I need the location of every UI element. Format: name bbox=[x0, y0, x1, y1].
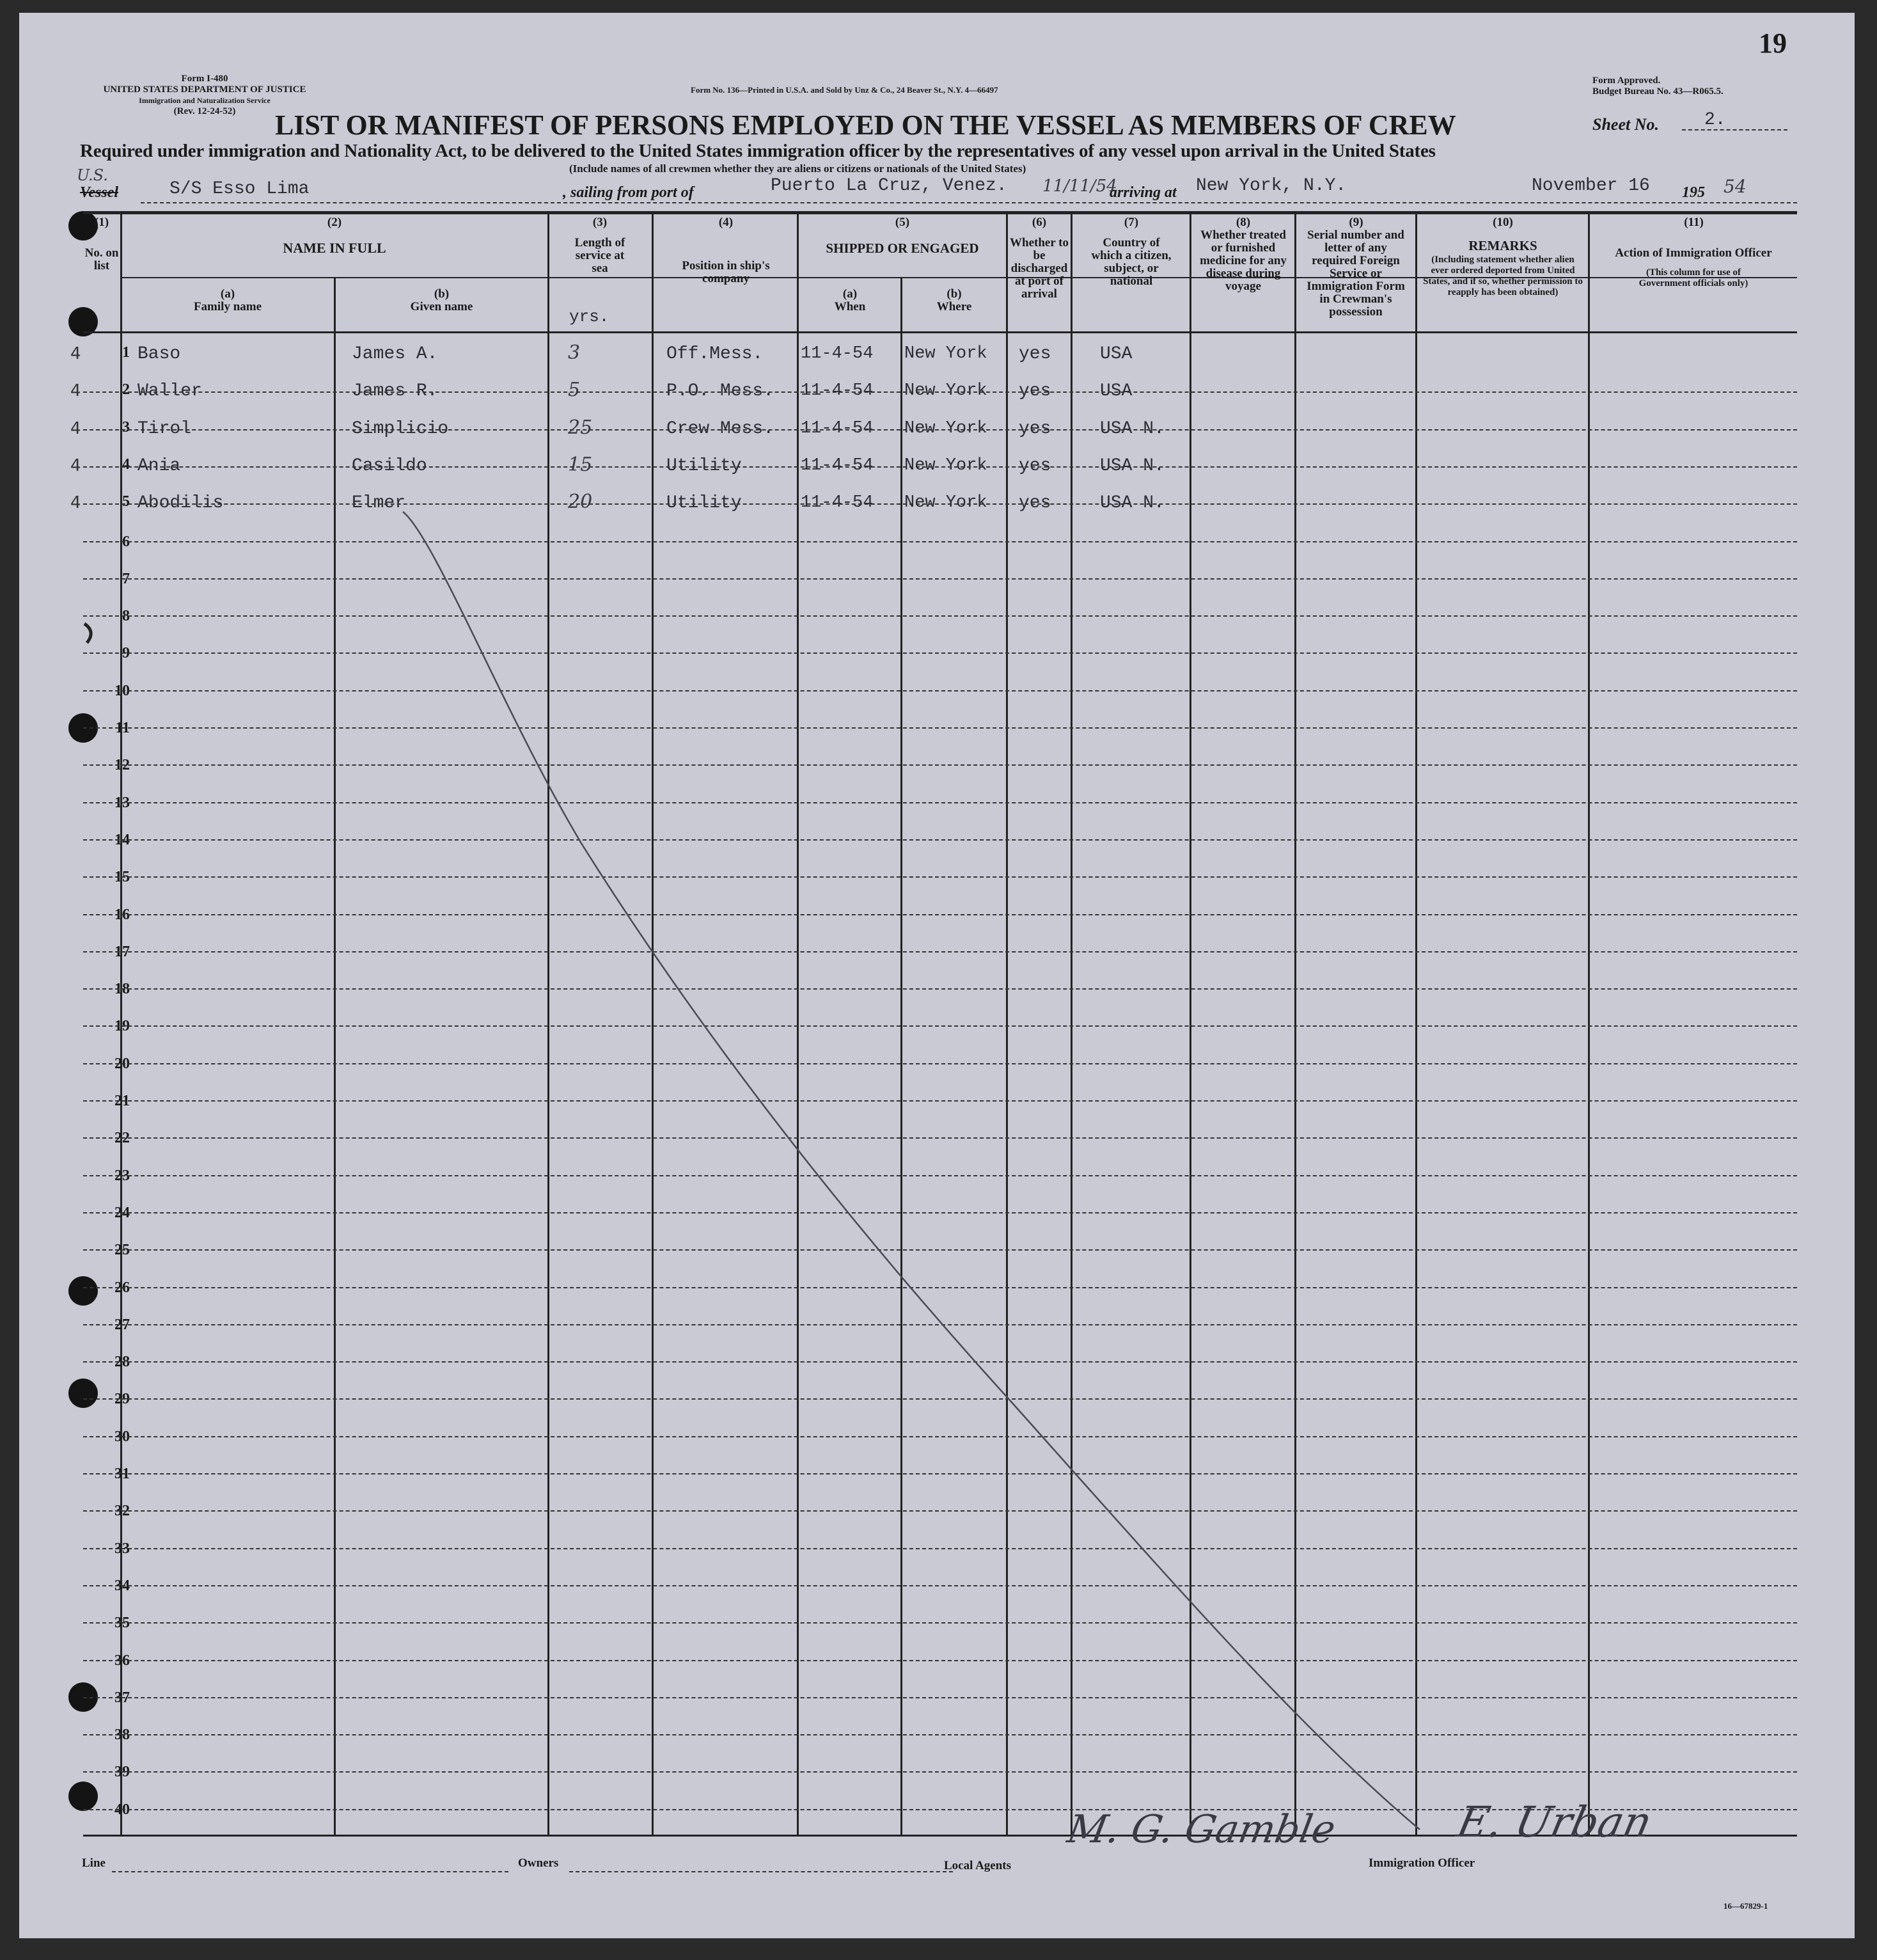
manifest-sheet bbox=[19, 13, 1855, 1938]
row-number: 10 bbox=[114, 682, 130, 699]
col-4-label: Position in ship's company bbox=[682, 259, 770, 285]
col-2a-label: Family name bbox=[193, 300, 262, 313]
arrival-date: November 16 bbox=[1532, 176, 1650, 196]
col-2b-number: (b) bbox=[434, 287, 450, 301]
years-at-sea: 3 bbox=[568, 342, 581, 364]
citizenship: USA N. bbox=[1100, 418, 1165, 439]
ship-position: Utility bbox=[666, 455, 742, 476]
row-number: 20 bbox=[114, 1055, 130, 1072]
shipped-where: New York bbox=[904, 493, 987, 513]
shipped-when: 11-4-54 bbox=[801, 418, 874, 438]
col-4-number: (4) bbox=[718, 216, 734, 229]
col-5b-number: (b) bbox=[946, 287, 962, 301]
cancellation-line bbox=[19, 13, 1855, 1938]
shipped-where: New York bbox=[904, 381, 987, 401]
col-2-label: NAME IN FULL bbox=[283, 240, 386, 256]
row-number: 17 bbox=[114, 943, 130, 960]
shipped-where: New York bbox=[904, 418, 987, 438]
row-number: 35 bbox=[114, 1615, 130, 1632]
vessel-prefix: U.S. bbox=[77, 166, 108, 184]
col-6-label: Whether to be discharged at port of arrival bbox=[1010, 236, 1069, 301]
owners-field bbox=[569, 1871, 953, 1872]
row-number: 8 bbox=[122, 608, 130, 625]
ship-position: P.O. Mess. bbox=[666, 381, 774, 402]
subtitle-note: (Include names of all crewmen whether they are aliens or citizens or nationals of the United States) bbox=[569, 162, 1026, 175]
row-number: 28 bbox=[114, 1354, 130, 1371]
given-name: Casildo bbox=[352, 455, 427, 476]
service-name: Immigration and Naturalization Service bbox=[139, 96, 271, 105]
given-name: Elmer bbox=[352, 493, 406, 514]
row-number: 29 bbox=[114, 1391, 130, 1408]
row-number: 15 bbox=[114, 869, 130, 886]
col-7-number: (7) bbox=[1124, 216, 1139, 229]
row-number: 23 bbox=[114, 1167, 130, 1184]
family-name: Baso bbox=[137, 344, 181, 364]
row-number: 6 bbox=[122, 533, 130, 550]
col-5a-label: When bbox=[834, 300, 866, 313]
revision-date: (Rev. 12-24-52) bbox=[173, 106, 236, 116]
family-name: Waller bbox=[137, 381, 202, 402]
col-3-number: (3) bbox=[592, 216, 608, 229]
col-5-number: (5) bbox=[895, 216, 910, 229]
row-number: 14 bbox=[114, 831, 130, 848]
row-number: 32 bbox=[114, 1503, 130, 1520]
given-name: James R. bbox=[352, 381, 438, 402]
shipped-when: 11-4-54 bbox=[801, 381, 874, 401]
form-number: Form I-480 bbox=[181, 74, 228, 84]
citizenship: USA bbox=[1100, 344, 1133, 364]
citizenship: USA N. bbox=[1100, 493, 1165, 514]
vessel-label: Vessel bbox=[80, 184, 118, 201]
ship-position: Utility bbox=[666, 493, 742, 514]
year-prefix: 195 bbox=[1682, 184, 1705, 201]
family-name: Abodilis bbox=[137, 493, 224, 514]
row-number: 36 bbox=[114, 1652, 130, 1669]
row-number: 22 bbox=[114, 1130, 130, 1147]
shipped-when: 11-4-54 bbox=[801, 344, 874, 363]
row-number: 1 bbox=[122, 344, 130, 361]
col-10-label: REMARKS bbox=[1468, 238, 1537, 253]
local-agents-label: Local Agents bbox=[944, 1859, 1012, 1872]
discharged: yes bbox=[1019, 493, 1051, 514]
immigration-officer-label: Immigration Officer bbox=[1369, 1856, 1475, 1870]
row-number: 27 bbox=[114, 1316, 130, 1333]
given-name: Simplicio bbox=[352, 418, 449, 439]
row-number: 19 bbox=[114, 1018, 130, 1035]
agent-signature: M. G. Gamble bbox=[1064, 1807, 1339, 1852]
col-3-unit: yrs. bbox=[569, 307, 609, 326]
col-5b-label: Where bbox=[936, 300, 972, 313]
row-number: 12 bbox=[114, 757, 130, 774]
row-number: 13 bbox=[114, 794, 130, 811]
family-name: Ania bbox=[137, 455, 181, 476]
row-number: 9 bbox=[122, 645, 130, 662]
shipped-where: New York bbox=[904, 344, 987, 363]
departure-date: 11/11/54 bbox=[1042, 177, 1117, 196]
arrival-year: 54 bbox=[1724, 176, 1747, 197]
row-mark: 4 bbox=[70, 344, 81, 363]
col-8-number: (8) bbox=[1236, 216, 1251, 229]
col-2-number: (2) bbox=[327, 216, 342, 229]
row-number: 16 bbox=[114, 906, 130, 923]
col-5-label: SHIPPED OR ENGAGED bbox=[826, 241, 979, 256]
row-number: 21 bbox=[114, 1093, 130, 1109]
years-at-sea: 15 bbox=[568, 453, 593, 476]
sheet-label: Sheet No. bbox=[1592, 115, 1659, 134]
line-field bbox=[112, 1871, 508, 1872]
row-number: 18 bbox=[114, 981, 130, 998]
row-number: 30 bbox=[114, 1428, 130, 1445]
form-code: 16—67829-1 bbox=[1724, 1901, 1768, 1911]
page-title: LIST OR MANIFEST OF PERSONS EMPLOYED ON THE VESSEL AS MEMBERS OF CREW bbox=[275, 109, 1456, 141]
col-1-label: No. on list bbox=[84, 246, 119, 273]
row-number: 25 bbox=[114, 1242, 130, 1259]
ship-position: Off.Mess. bbox=[666, 344, 764, 364]
row-number: 3 bbox=[122, 418, 130, 436]
officer-signature: E. Urban bbox=[1452, 1798, 1656, 1847]
row-number: 39 bbox=[114, 1764, 130, 1781]
row-number: 38 bbox=[114, 1727, 130, 1744]
discharged: yes bbox=[1019, 455, 1051, 476]
col-6-number: (6) bbox=[1032, 216, 1047, 229]
col-11-note: (This column for use of Government officials only) bbox=[1638, 267, 1748, 288]
given-name: James A. bbox=[352, 344, 438, 364]
discharged: yes bbox=[1019, 381, 1051, 402]
sheet-number: 2. bbox=[1704, 110, 1726, 130]
row-number: 26 bbox=[114, 1279, 130, 1296]
row-mark: 4 bbox=[70, 381, 81, 401]
shipped-when: 11-4-54 bbox=[801, 455, 874, 475]
row-number: 11 bbox=[115, 720, 130, 736]
row-mark: 4 bbox=[70, 455, 81, 475]
row-number: 5 bbox=[122, 493, 130, 510]
col-9-label: Serial number and letter of any required Foreign Service or Immigration Form in Crewman's possession bbox=[1307, 228, 1405, 319]
shipped-where: New York bbox=[904, 455, 987, 475]
col-2b-label: Given name bbox=[410, 300, 473, 313]
arrival-port: New York, N.Y. bbox=[1196, 176, 1347, 196]
row-number: 31 bbox=[114, 1466, 130, 1482]
row-number: 7 bbox=[122, 570, 130, 587]
years-at-sea: 25 bbox=[568, 416, 593, 439]
page-subtitle: Required under immigration and Nationality Act, to be delivered to the United States immigration officer by the representatives of any vessel upon arrival in the United States bbox=[80, 141, 1436, 161]
discharged: yes bbox=[1019, 418, 1051, 439]
vessel-name: S/S Esso Lima bbox=[169, 179, 310, 199]
arriving-label: arriving at bbox=[1110, 184, 1177, 201]
col-2a-number: (a) bbox=[220, 287, 235, 301]
department-name: UNITED STATES DEPARTMENT OF JUSTICE bbox=[103, 84, 306, 95]
row-mark: 4 bbox=[70, 418, 81, 438]
line-label: Line bbox=[82, 1856, 106, 1870]
row-number: 24 bbox=[114, 1204, 130, 1221]
col-8-label: Whether treated or furnished medicine for any disease during voyage bbox=[1200, 228, 1287, 293]
col-10-number: (10) bbox=[1493, 216, 1513, 229]
col-3-label: Length of service at sea bbox=[574, 236, 625, 275]
citizenship: USA bbox=[1100, 381, 1133, 402]
row-mark: 4 bbox=[70, 493, 81, 513]
page-number: 19 bbox=[1759, 28, 1787, 59]
years-at-sea: 5 bbox=[568, 379, 581, 402]
col-11-number: (11) bbox=[1684, 216, 1704, 229]
col-9-number: (9) bbox=[1349, 216, 1363, 229]
row-number: 2 bbox=[122, 381, 130, 399]
col-11-label: Action of Immigration Officer bbox=[1615, 246, 1772, 260]
row-number: 40 bbox=[114, 1801, 130, 1818]
departure-port: Puerto La Cruz, Venez. bbox=[771, 176, 1007, 196]
discharged: yes bbox=[1019, 344, 1051, 364]
family-name: Tirol bbox=[137, 418, 192, 439]
approval-line: Form Approved. bbox=[1592, 75, 1661, 86]
printer-note: Form No. 136—Printed in U.S.A. and Sold by Unz & Co., 24 Beaver St., N.Y. 4—66497 bbox=[691, 85, 998, 95]
col-5a-number: (a) bbox=[842, 287, 858, 301]
owners-label: Owners bbox=[518, 1856, 559, 1870]
row-number: 4 bbox=[122, 455, 130, 473]
col-1-number: (1) bbox=[94, 216, 109, 229]
ship-position: Crew Mess. bbox=[666, 418, 774, 439]
col-7-label: Country of which a citizen, subject, or national bbox=[1091, 236, 1172, 288]
budget-bureau-line: Budget Bureau No. 43—R065.5. bbox=[1592, 86, 1724, 97]
row-number: 34 bbox=[114, 1577, 130, 1594]
sailing-label: , sailing from port of bbox=[563, 184, 694, 201]
citizenship: USA N. bbox=[1100, 455, 1165, 476]
row-number: 37 bbox=[114, 1689, 130, 1706]
shipped-when: 11-4-54 bbox=[801, 493, 874, 513]
col-10-note: (Including statement whether alien ever ordered deported from United States, and if so, whether permission to reapply has been obtained) bbox=[1423, 255, 1583, 297]
years-at-sea: 20 bbox=[568, 491, 593, 514]
row-number: 33 bbox=[114, 1540, 130, 1557]
